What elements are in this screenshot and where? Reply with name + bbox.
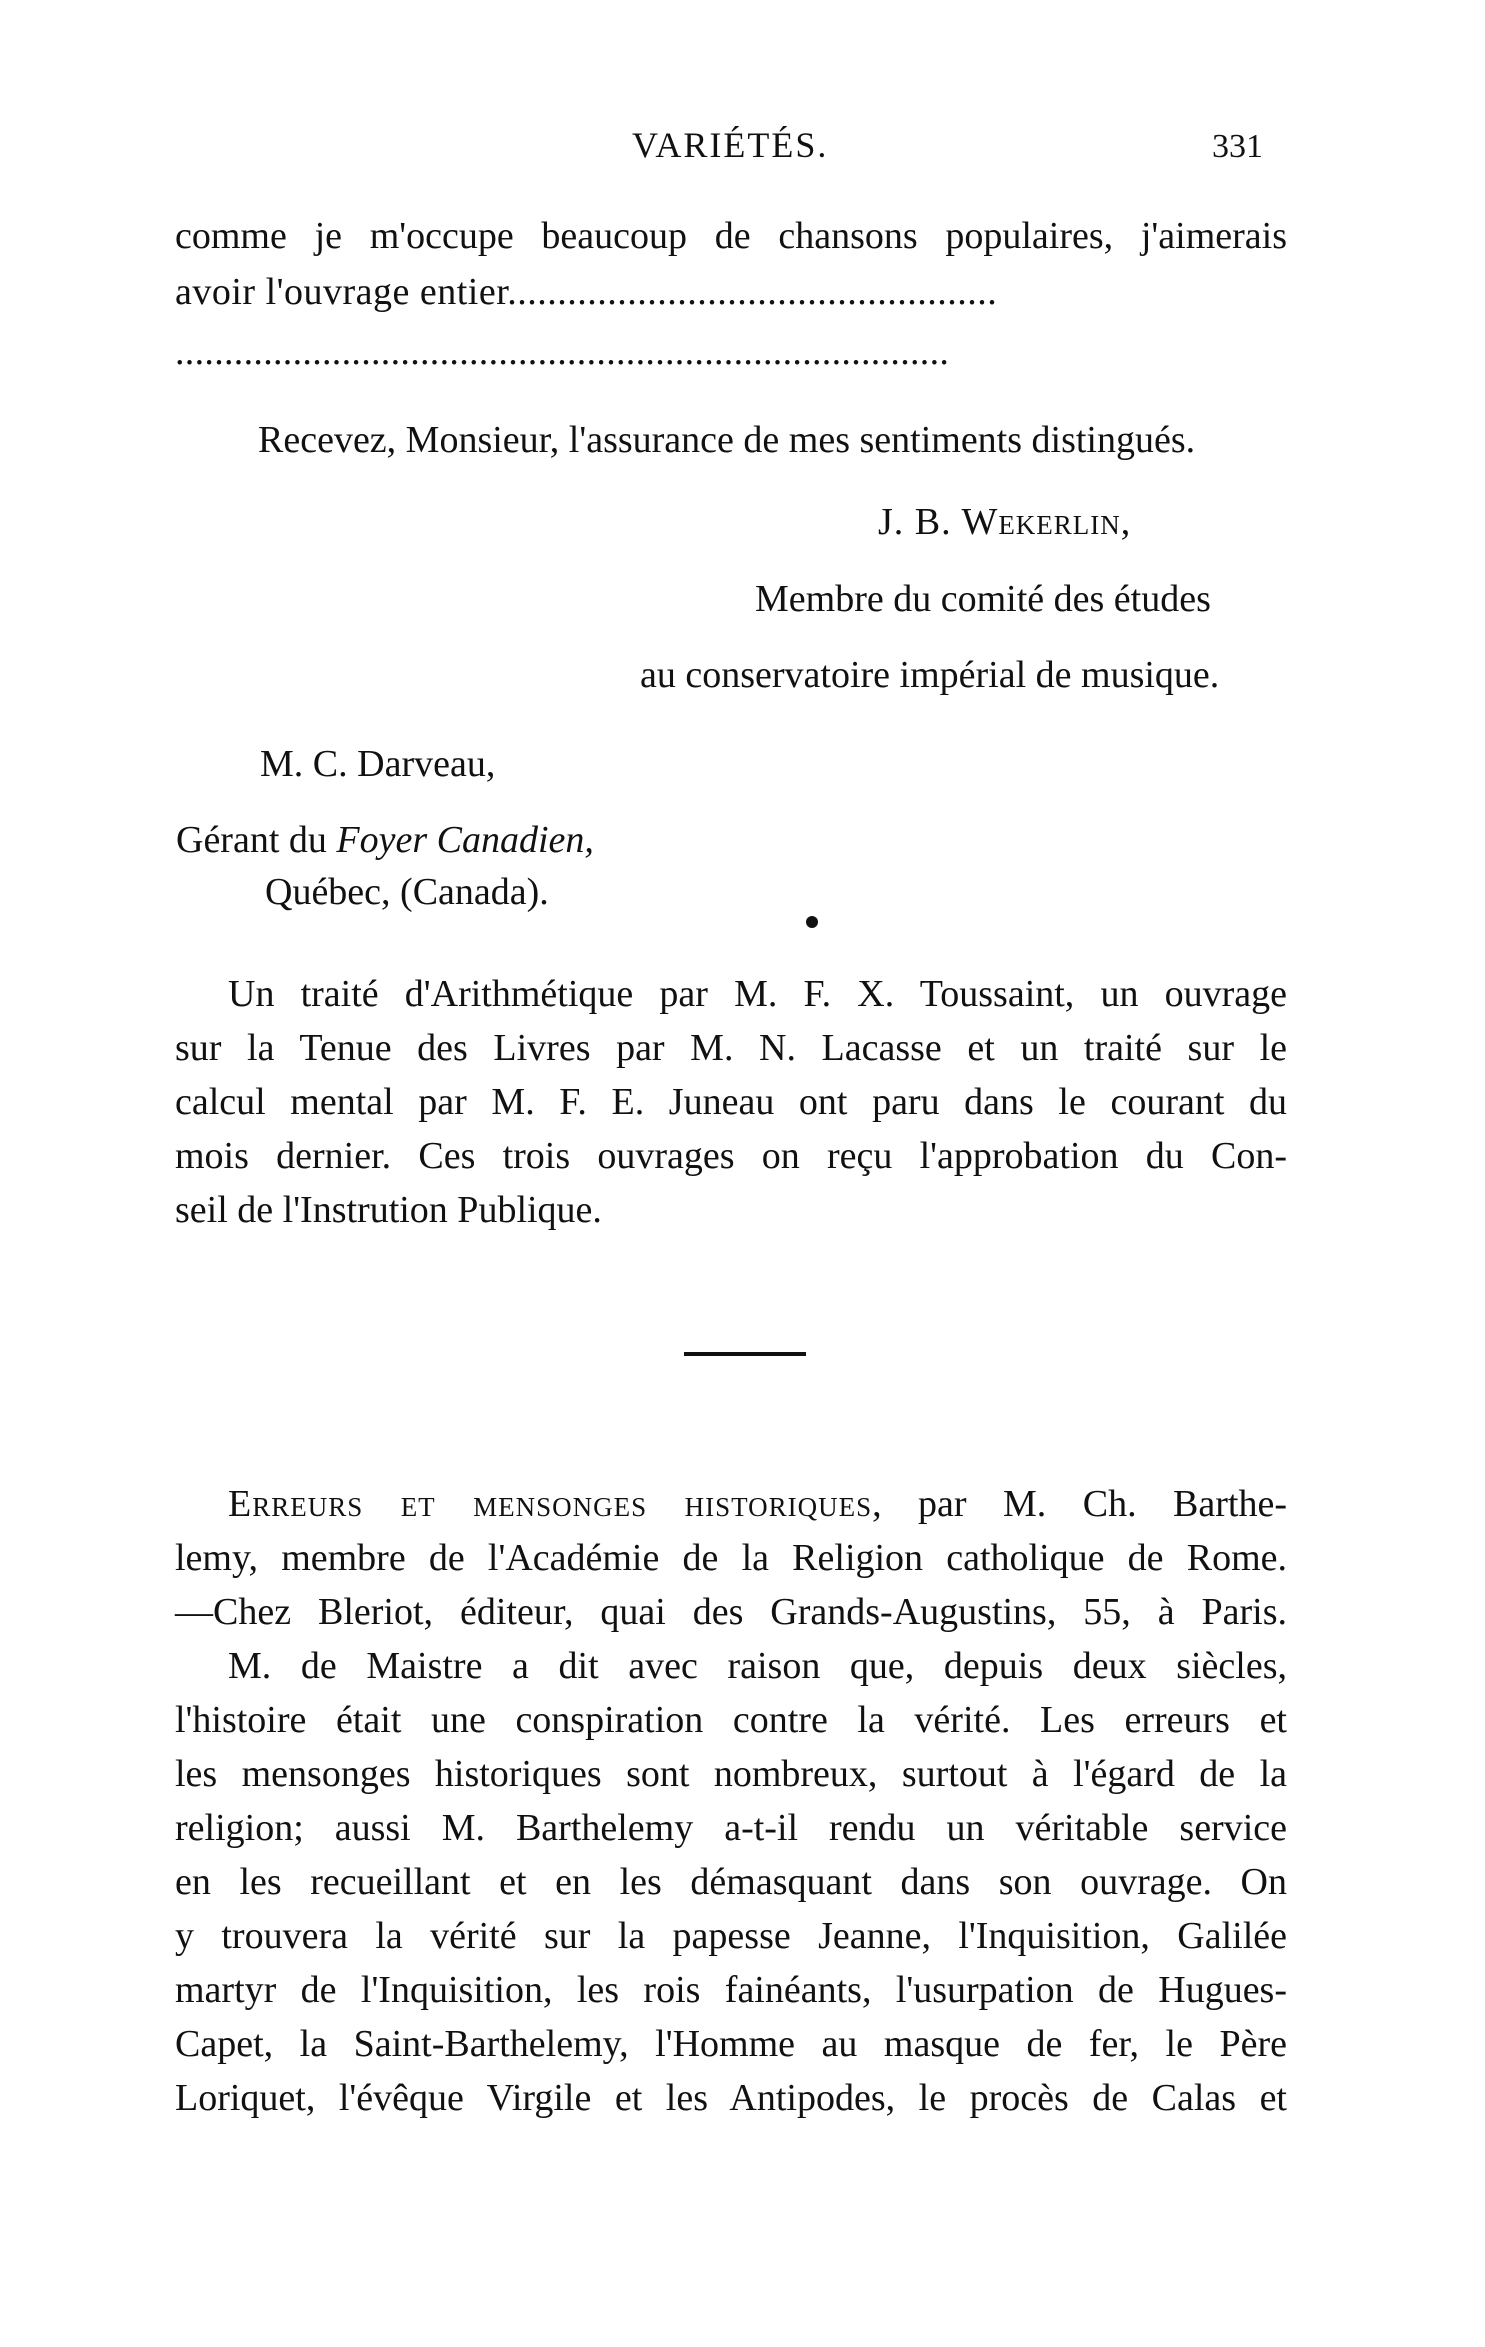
- signature-name-text: J. B. Wekerlin,: [878, 501, 1132, 543]
- notice-line: calcul mental par M. F. E. Juneau ont paru dans le courant du: [175, 1081, 1287, 1123]
- review-line: lemy, membre de l'Académie de la Religion catholique de Rome.: [175, 1537, 1287, 1579]
- ornament-dot: [806, 916, 818, 928]
- review-line: Capet, la Saint-Barthelemy, l'Homme au masque de fer, le Père: [175, 2023, 1287, 2065]
- notice-line: mois dernier. Ces trois ouvrages on reçu l'approbation du Con-: [175, 1135, 1287, 1177]
- page-number: 331: [1212, 128, 1263, 165]
- signature-name: [878, 500, 1131, 544]
- notice-line: seil de l'Instrution Publique.: [175, 1189, 602, 1231]
- letter-dotted-line: ...............................................................................: [175, 331, 950, 373]
- letter-closing: Recevez, Monsieur, l'assurance de mes sentiments distingués.: [258, 419, 1196, 461]
- addressee-role: [176, 818, 594, 862]
- section-divider: [684, 1352, 806, 1356]
- addressee-location: Québec, (Canada).: [265, 871, 549, 913]
- review-line: religion; aussi M. Barthelemy a-t-il rendu un véritable service: [175, 1807, 1287, 1849]
- review-line: y trouvera la vérité sur la papesse Jeanne, l'Inquisition, Galilée: [175, 1915, 1287, 1957]
- running-header: VARIÉTÉS.: [632, 125, 829, 165]
- review-line: en les recueillant et en les démasquant dans son ouvrage. On: [175, 1861, 1287, 1903]
- signature-title: au conservatoire impérial de musique.: [640, 654, 1220, 696]
- addressee-role-prefix: Gérant du: [176, 819, 337, 861]
- review-title-rest: , par M. Ch. Barthe-: [872, 1483, 1287, 1525]
- notice-line: sur la Tenue des Livres par M. N. Lacasse et un traité sur le: [175, 1027, 1287, 1069]
- review-line: [228, 1482, 1287, 1526]
- review-line: Loriquet, l'évêque Virgile et les Antipodes, le procès de Calas et: [175, 2077, 1287, 2119]
- signature-title: Membre du comité des études: [755, 578, 1211, 620]
- review-line: martyr de l'Inquisition, les rois fainéants, l'usurpation de Hugues-: [175, 1969, 1287, 2011]
- letter-line: avoir l'ouvrage entier.................................................: [175, 271, 998, 313]
- publication-title: Foyer Canadien,: [336, 819, 594, 861]
- review-line: —Chez Bleriot, éditeur, quai des Grands-Augustins, 55, à Paris.: [175, 1591, 1287, 1633]
- addressee-name: M. C. Darveau,: [260, 743, 496, 785]
- notice-line: Un traité d'Arithmétique par M. F. X. Toussaint, un ouvrage: [228, 973, 1287, 1015]
- review-line: l'histoire était une conspiration contre la vérité. Les erreurs et: [175, 1699, 1287, 1741]
- review-title: Erreurs et mensonges historiques: [228, 1483, 873, 1525]
- review-line: les mensonges historiques sont nombreux, surtout à l'égard de la: [175, 1753, 1287, 1795]
- review-line: M. de Maistre a dit avec raison que, depuis deux siècles,: [228, 1645, 1287, 1687]
- letter-line: comme je m'occupe beaucoup de chansons populaires, j'aimerais: [175, 215, 1287, 257]
